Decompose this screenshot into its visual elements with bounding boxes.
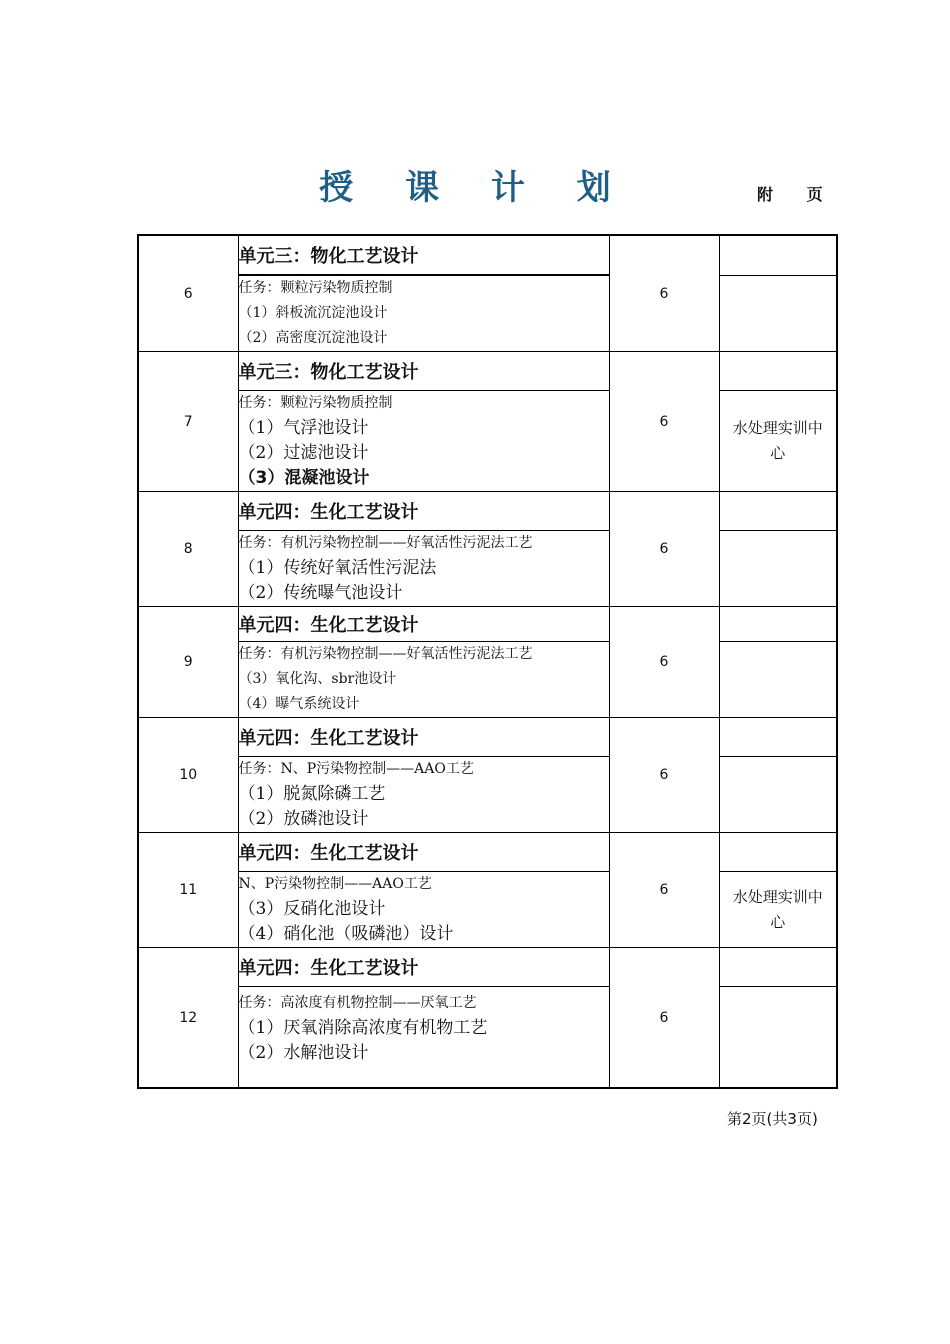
task-item: （1）厌氧消除高浓度有机物工艺 [238, 1018, 488, 1038]
week-number: 6 [138, 235, 238, 352]
task-cell [238, 872, 609, 948]
task-cell [238, 757, 609, 833]
task-item: （4）硝化池（吸磷池）设计 [238, 924, 454, 944]
place-cell [719, 642, 837, 718]
page-number: 第2页(共3页) [727, 1110, 818, 1128]
task-title: 任务：有机污染物控制——好氧活性污泥法工艺 [238, 535, 533, 551]
hours-cell: 6 [609, 492, 719, 607]
unit-title: 单元四：生化工艺设计 [238, 607, 609, 642]
hours-cell: 6 [609, 235, 719, 352]
task-title: N、P污染物控制——AAO工艺 [238, 876, 432, 892]
hours-cell: 6 [609, 352, 719, 492]
task-item: （3）反硝化池设计 [238, 899, 386, 919]
table-row [138, 757, 837, 833]
table-row [138, 833, 837, 872]
task-cell [238, 391, 609, 492]
place-cell [719, 275, 837, 352]
place-cell [719, 531, 837, 607]
unit-title: 单元四：生化工艺设计 [238, 718, 609, 757]
place-cell-top [719, 718, 837, 757]
week-number: 11 [138, 833, 238, 948]
place-cell-top [719, 352, 837, 391]
task-cell [238, 275, 609, 352]
task-title: 任务：高浓度有机物控制——厌氧工艺 [238, 995, 477, 1011]
unit-title: 单元三：物化工艺设计 [238, 235, 609, 275]
task-cell [238, 642, 609, 718]
hours-cell: 6 [609, 833, 719, 948]
page-title: 授 课 计 划 [319, 168, 631, 208]
task-item: （1）脱氮除磷工艺 [238, 784, 386, 804]
table-row [138, 718, 837, 757]
place-label: 水处理实训中心 [732, 419, 823, 462]
place-label: 水处理实训中心 [732, 887, 823, 931]
course-plan-table [137, 234, 838, 1089]
task-item: （3）混凝池设计 [238, 468, 370, 488]
place-cell-top [719, 492, 837, 531]
week-number: 10 [138, 718, 238, 833]
table-row [138, 642, 837, 718]
task-item: （1）气浮池设计 [238, 418, 369, 438]
place-cell-top [719, 948, 837, 987]
hours-cell: 6 [609, 948, 719, 1089]
table-row [138, 987, 837, 1089]
table-row [138, 352, 837, 391]
table-row [138, 607, 837, 642]
appendix-label: 附 页 [757, 185, 837, 204]
hours-cell: 6 [609, 607, 719, 718]
place-cell [719, 757, 837, 833]
task-cell [238, 531, 609, 607]
hours-cell: 6 [609, 718, 719, 833]
task-title: 任务：N、P污染物控制——AAO工艺 [238, 761, 474, 777]
week-number: 12 [138, 948, 238, 1089]
place-cell [719, 391, 837, 492]
task-item: （1）斜板流沉淀池设计 [238, 305, 388, 321]
table-row [138, 391, 837, 492]
task-item: （2）过滤池设计 [238, 443, 369, 463]
task-item: （2）水解池设计 [238, 1043, 369, 1063]
unit-title: 单元三：物化工艺设计 [238, 352, 609, 391]
table-row [138, 531, 837, 607]
unit-title: 单元四：生化工艺设计 [238, 492, 609, 531]
table-row [138, 275, 837, 352]
task-title: 任务：颗粒污染物质控制 [238, 280, 393, 296]
table-row [138, 235, 837, 275]
task-title: 任务：颗粒污染物质控制 [238, 395, 393, 411]
table-row [138, 872, 837, 948]
task-item: （2）放磷池设计 [238, 809, 369, 829]
task-item: （4）曝气系统设计 [238, 696, 360, 712]
task-item: （2）高密度沉淀池设计 [238, 330, 388, 346]
place-cell [719, 987, 837, 1089]
week-number: 7 [138, 352, 238, 492]
task-title: 任务：有机污染物控制——好氧活性污泥法工艺 [238, 646, 533, 662]
place-cell-top [719, 607, 837, 642]
table-row [138, 948, 837, 987]
task-item: （1）传统好氧活性污泥法 [238, 558, 437, 578]
unit-title: 单元四：生化工艺设计 [238, 833, 609, 872]
week-number: 8 [138, 492, 238, 607]
table-row [138, 492, 837, 531]
place-cell [719, 872, 837, 948]
unit-title: 单元四：生化工艺设计 [238, 948, 609, 987]
task-item: （2）传统曝气池设计 [238, 583, 403, 603]
place-cell-top [719, 235, 837, 275]
place-cell-top [719, 833, 837, 872]
task-cell [238, 987, 609, 1089]
task-item: （3）氧化沟、sbr池设计 [238, 671, 397, 687]
week-number: 9 [138, 607, 238, 718]
